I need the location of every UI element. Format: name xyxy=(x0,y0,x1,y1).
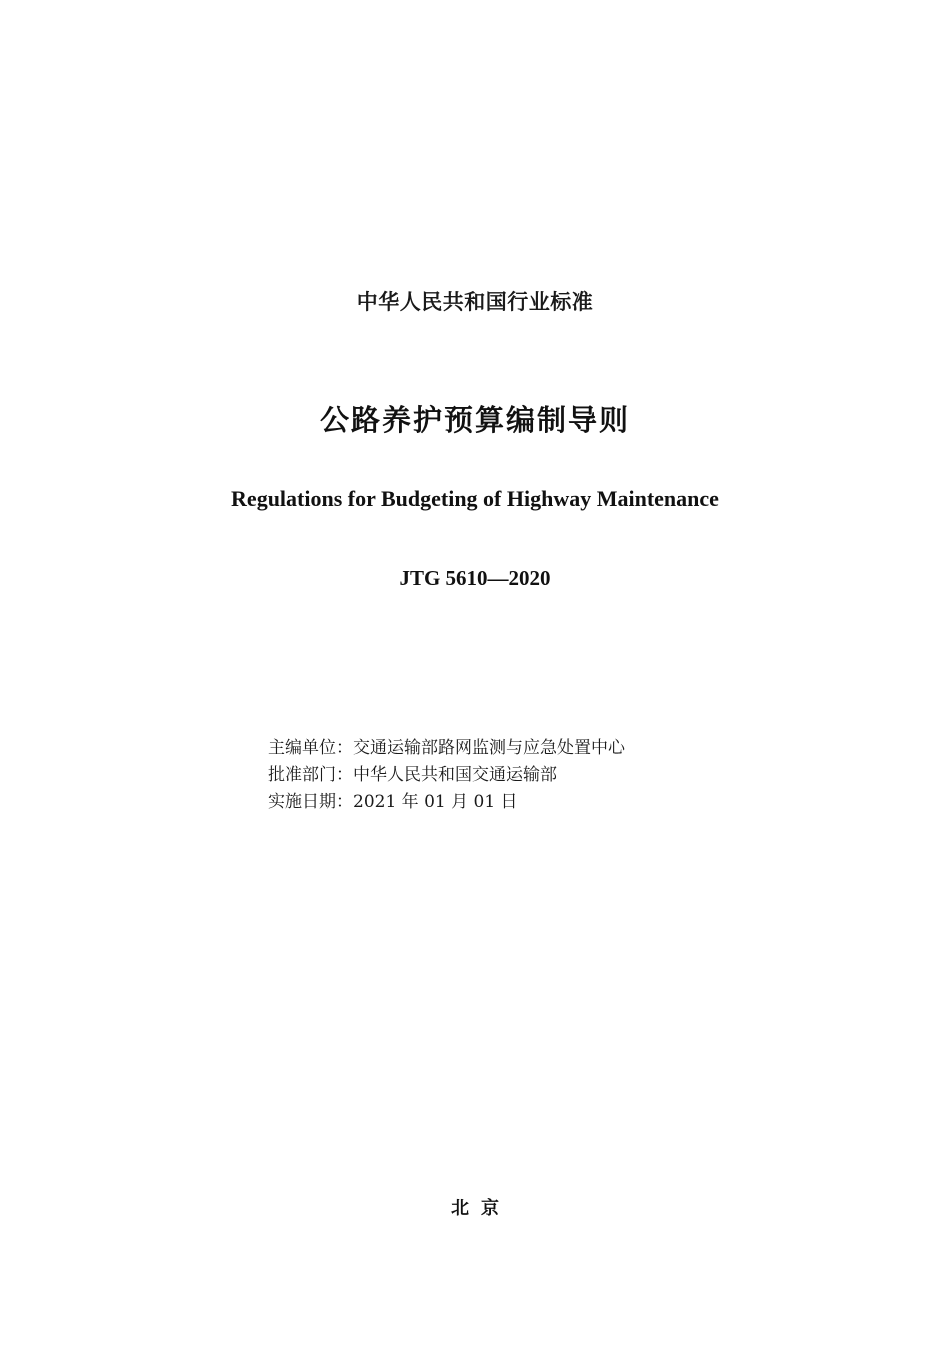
info-value: 交通运输部路网监测与应急处置中心 xyxy=(353,738,625,758)
info-label: 实施日期： xyxy=(268,792,353,812)
info-row-approval xyxy=(268,762,625,789)
publication-info xyxy=(268,735,625,816)
info-row-effective-date xyxy=(268,789,625,816)
standard-number: JTG 5610—2020 xyxy=(399,566,551,590)
info-value: 中华人民共和国交通运输部 xyxy=(353,765,557,785)
document-title-chinese: 公路养护预算编制导则 xyxy=(319,403,630,437)
info-row-editor xyxy=(268,735,625,762)
document-title-english: Regulations for Budgeting of Highway Maintenance xyxy=(231,486,719,511)
info-label: 批准部门： xyxy=(268,765,353,785)
publication-place: 北京 xyxy=(451,1198,511,1219)
standard-classification: 中华人民共和国行业标准 xyxy=(356,290,594,314)
info-label: 主编单位： xyxy=(268,738,353,758)
info-value: 2021 年 01 月 01 日 xyxy=(353,792,518,812)
